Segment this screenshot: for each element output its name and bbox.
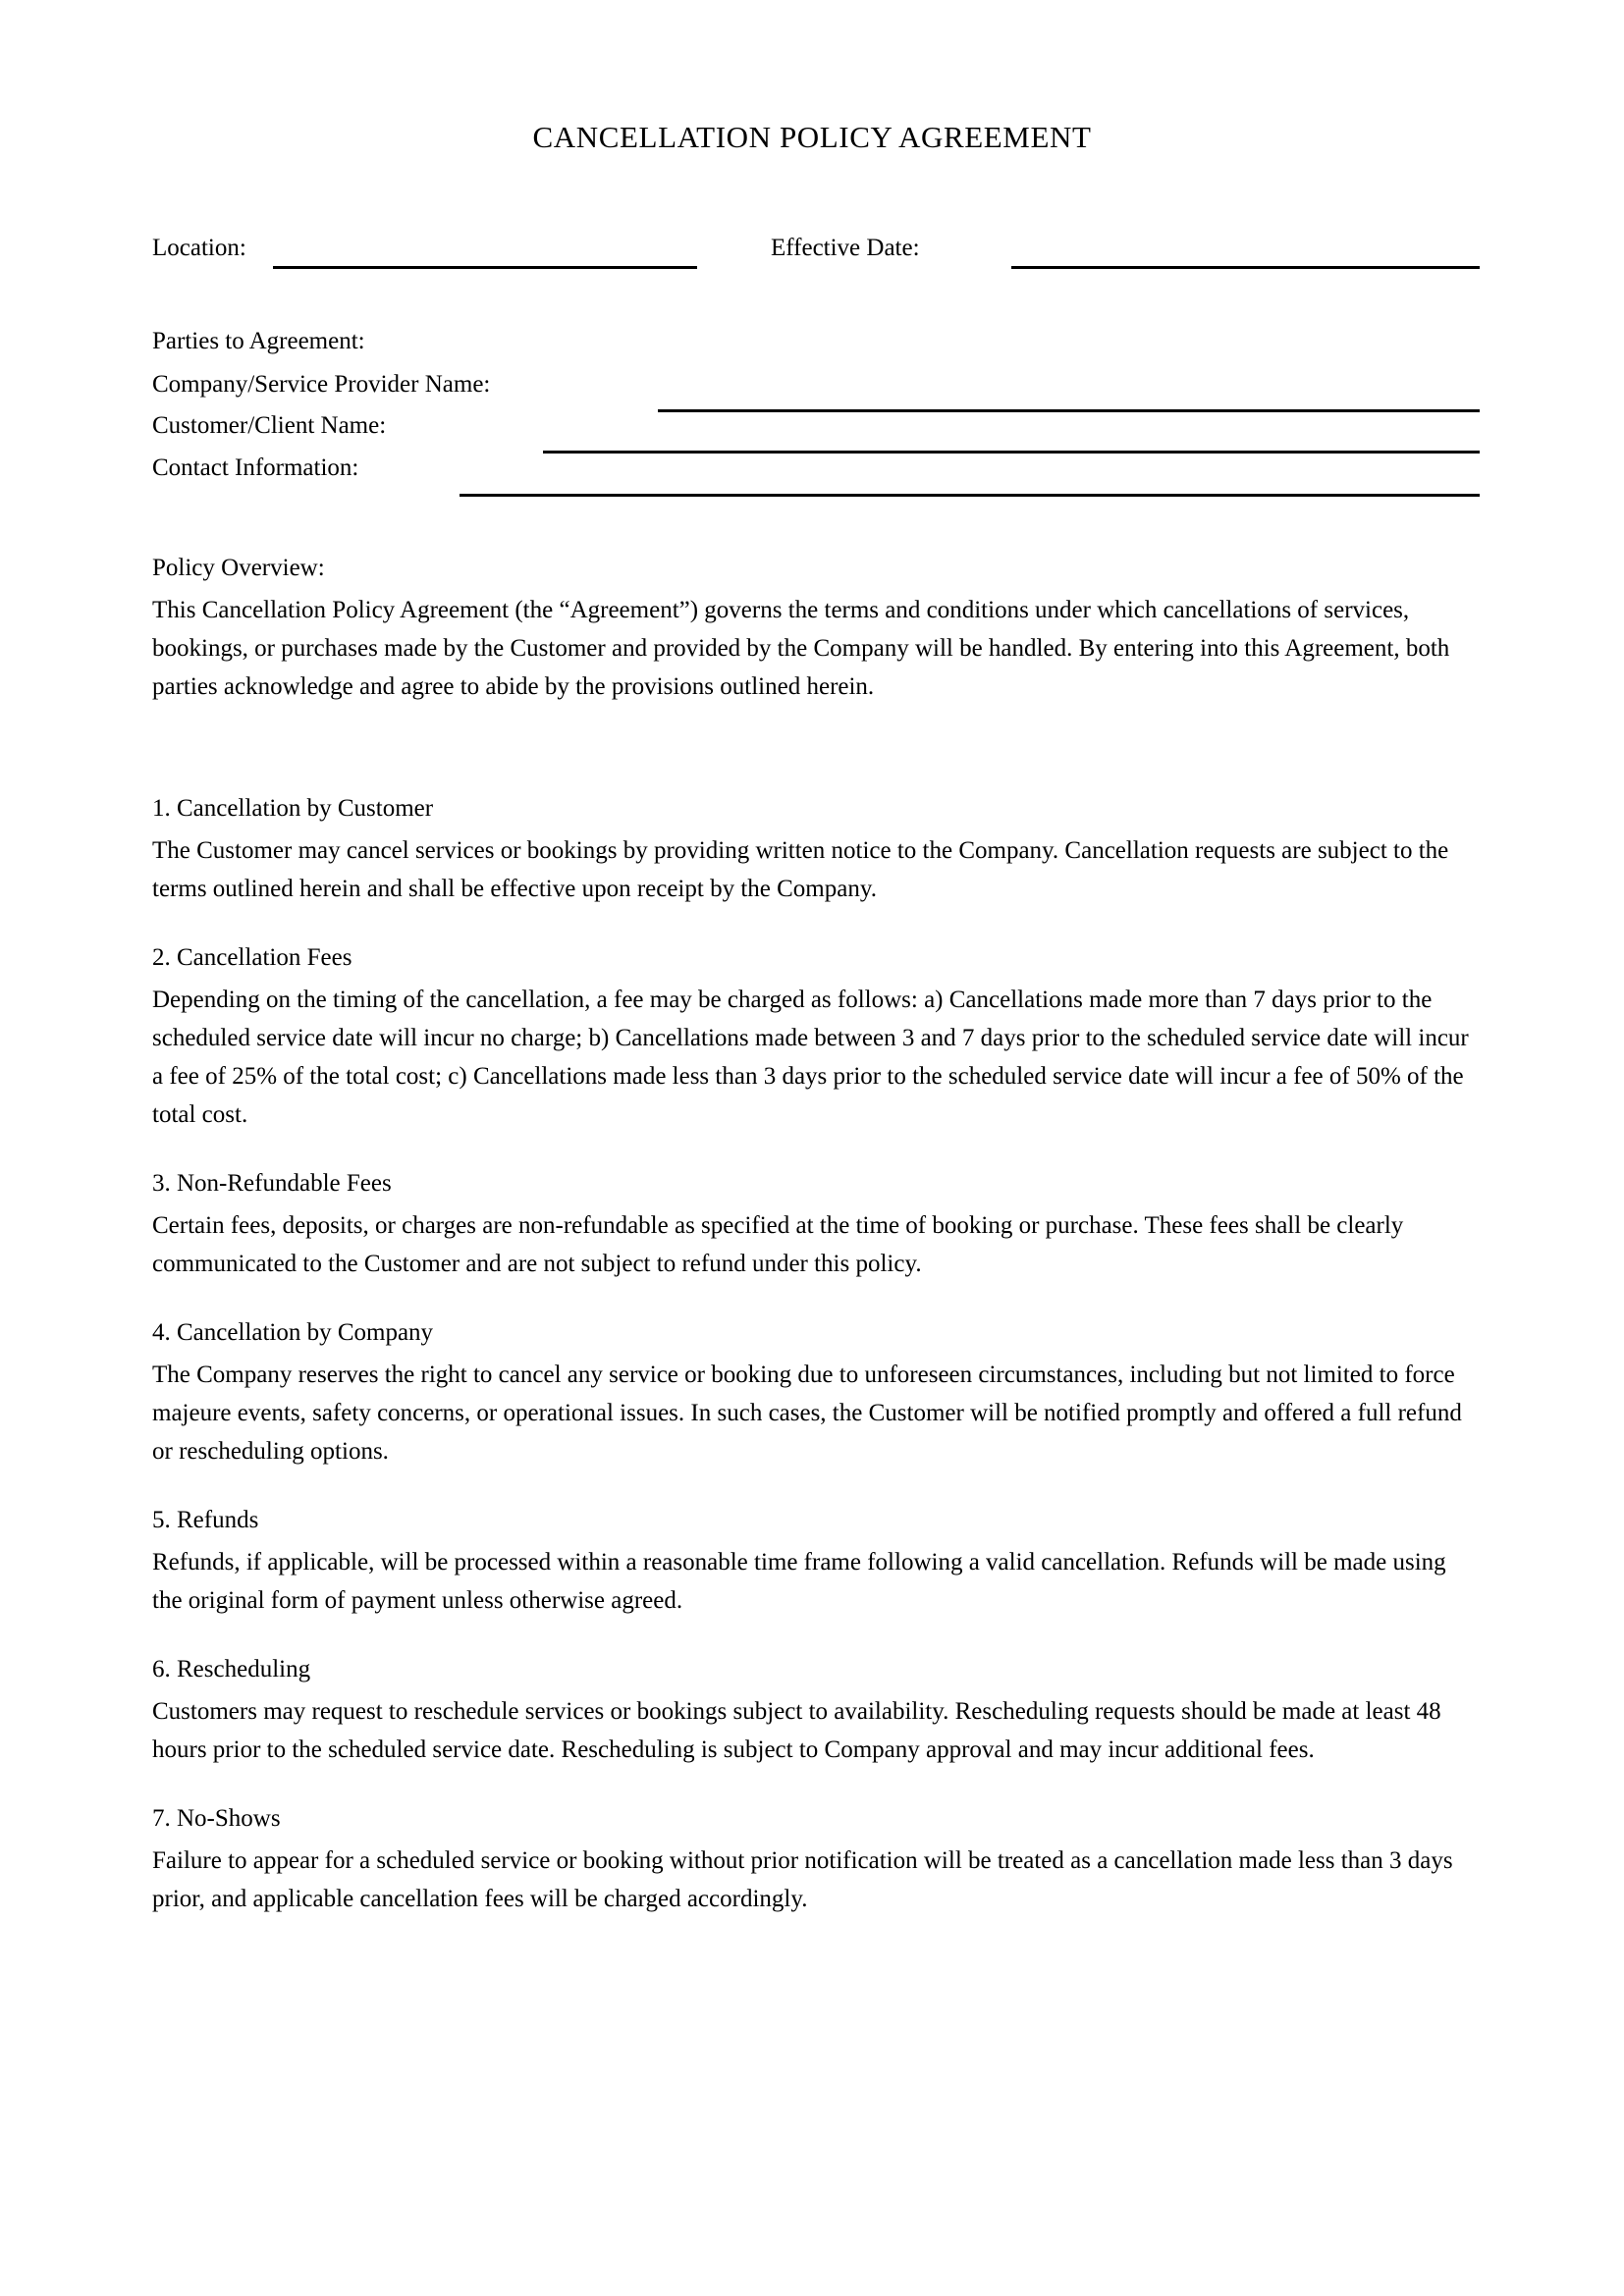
section-gap — [152, 908, 1480, 939]
effective-date-field-row — [771, 229, 920, 268]
section-6-heading: 6. Rescheduling — [152, 1656, 311, 1682]
section-1 — [152, 790, 1480, 908]
section-5 — [152, 1502, 1480, 1620]
section-6-text: Customers may request to reschedule services or bookings subject to availability. Rescheduling requests should be made at least 48 hours prior to the scheduled service date. Rescheduling is subject to Company approval and may incur additional fees. — [152, 1698, 1441, 1763]
section-4 — [152, 1314, 1480, 1470]
section-2 — [152, 939, 1480, 1134]
section-1-text: The Customer may cancel services or bookings by providing written notice to the Company. Cancellation requests are subject to the terms outlined herein and shall be effective upon receipt by the Company. — [152, 837, 1449, 902]
document-body — [152, 550, 1480, 1918]
section-1-heading: 1. Cancellation by Customer — [152, 795, 434, 822]
section-5-heading: 5. Refunds — [152, 1507, 259, 1533]
section-gap — [152, 1470, 1480, 1502]
section-7-text: Failure to appear for a scheduled service or booking without prior notification will be treated as a cancellation made less than 3 days prior, and applicable cancellation fees will be charged accordingly. — [152, 1847, 1453, 1912]
customer-name-label: Customer/Client Name: — [152, 412, 387, 439]
page-title: CANCELLATION POLICY AGREEMENT — [532, 120, 1092, 154]
section-2-heading: 2. Cancellation Fees — [152, 944, 352, 971]
policy-overview-text: This Cancellation Policy Agreement (the “Agreement”) governs the terms and conditions under which cancellations of services, bookings, or purchases made by the Customer and provided by the Company will be handled. By entering into this Agreement, both parties acknowledge and agree to abide by the provisions outlined herein. — [152, 597, 1450, 700]
section-3-text: Certain fees, deposits, or charges are non-refundable as specified at the time of booking or purchase. These fees shall be clearly communicated to the Customer and are not subject to refund under this policy. — [152, 1212, 1404, 1277]
location-label: Location: — [152, 235, 246, 261]
contact-information-label: Contact Information: — [152, 454, 359, 481]
section-7 — [152, 1800, 1480, 1918]
section-4-heading: 4. Cancellation by Company — [152, 1319, 434, 1346]
customer-name-input-line[interactable] — [543, 451, 1480, 454]
section-3 — [152, 1165, 1480, 1283]
policy-overview-block — [152, 550, 1480, 706]
section-3-heading: 3. Non-Refundable Fees — [152, 1170, 392, 1197]
effective-date-input-line[interactable] — [1011, 266, 1480, 269]
effective-date-label: Effective Date: — [771, 235, 920, 261]
section-gap — [152, 706, 1480, 790]
contact-information-input-line[interactable] — [460, 494, 1480, 497]
section-4-text: The Company reserves the right to cancel any service or booking due to unforeseen circumstances, including but not limited to force majeure events, safety concerns, or operational issues. In such cases, the Customer will be notified promptly and offered a full refund or rescheduling options. — [152, 1362, 1462, 1465]
section-5-text: Refunds, if applicable, will be processed within a reasonable time frame following a valid cancellation. Refunds will be made using the original form of payment unless otherwise agreed. — [152, 1549, 1446, 1614]
section-7-heading: 7. No-Shows — [152, 1805, 281, 1832]
company-name-label: Company/Service Provider Name: — [152, 371, 491, 398]
policy-overview-heading: Policy Overview: — [152, 555, 325, 581]
section-gap — [152, 1769, 1480, 1800]
section-6 — [152, 1651, 1480, 1769]
parties-heading: Parties to Agreement: — [152, 328, 365, 354]
section-gap — [152, 1283, 1480, 1314]
location-input-line[interactable] — [273, 266, 697, 269]
location-field-row — [152, 229, 246, 268]
company-name-input-line[interactable] — [658, 409, 1480, 412]
section-gap — [152, 1134, 1480, 1165]
section-gap — [152, 1620, 1480, 1651]
section-2-text: Depending on the timing of the cancellation, a fee may be charged as follows: a) Cancellations made more than 7 days prior to the scheduled service date will incur no charge; b) Cancellations made between 3 and 7 days prior to the scheduled service date will incur a fee of 25% of the total cost; c) Cancellations made less than 3 days prior to the scheduled service date will incur a fee of 50% of the total cost. — [152, 987, 1469, 1128]
